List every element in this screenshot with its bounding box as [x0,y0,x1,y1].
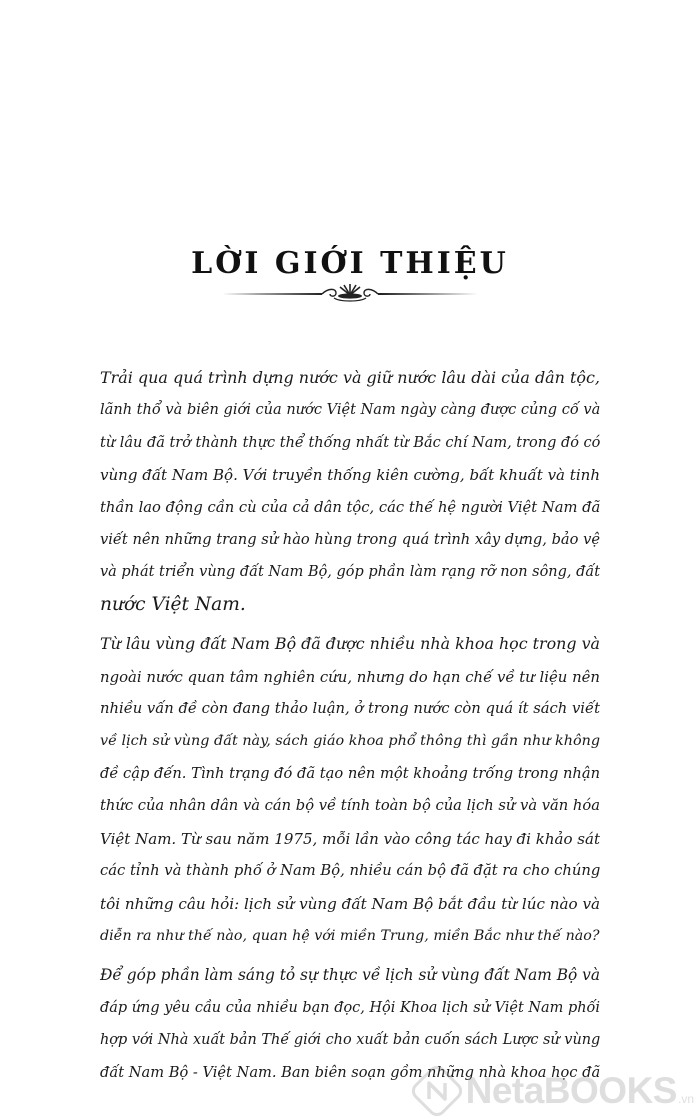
page-title: LỜI GIỚI THIỆU [191,246,509,281]
text-line: diễn ra như thế nào, quan hệ với miền Trung, miền Bắc như thế nào? [100,927,600,944]
text-line: ngoài nước quan tâm nghiên cứu, nhưng do hạn chế về tư liệu nên [100,667,601,686]
text-line: đề cập đến. Tình trạng đó đã tạo nên một khoảng trống trong nhận [100,764,600,782]
text-line: nước Việt Nam. [100,593,246,615]
text-line: viết nên những trang sử hào hùng trong quá trình xây dựng, bảo vệ [100,531,600,549]
watermark-suffix: .vn [677,1092,694,1106]
text-line: các tỉnh và thành phố ở Nam Bộ, nhiều cán bộ đã đặt ra cho chúng [100,862,601,880]
text-line: và phát triển vùng đất Nam Bộ, góp phần làm rạng rỡ non sông, đất [100,564,600,581]
paragraph-2 [100,628,600,952]
text-line: vùng đất Nam Bộ. Với truyền thống kiên cường, bất khuất và tinh [100,466,600,485]
text-line: Trải qua quá trình dựng nước và giữ nước lâu dài của dân tộc, [100,368,600,387]
watermark [412,1066,694,1116]
watermark-brand: NetaBOOKS [465,1070,677,1111]
text-line: đất Nam Bộ - Việt Nam. Ban biên soạn gồm những nhà khoa học đã [100,1063,601,1081]
text-line: lãnh thổ và biên giới của nước Việt Nam ngày càng được củng cố và [100,401,601,419]
text-line: Để góp phần làm sáng tỏ sự thực về lịch sử vùng đất Nam Bộ và [100,966,600,985]
body-text [100,362,600,1089]
text-line: hợp với Nhà xuất bản Thế giới cho xuất bản cuốn sách Lược sử vùng [100,1032,601,1049]
text-line: nhiều vấn đề còn đang thảo luận, ở trong nước còn quá ít sách viết [100,700,600,718]
text-line: thần lao động cần cù của cả dân tộc, các thế hệ người Việt Nam đã [100,498,601,516]
netabooks-logo-icon [412,1066,462,1116]
paragraph-1 [100,362,600,621]
text-line: từ lâu đã trở thành thực thể thống nhất từ Bắc chí Nam, trong đó có [100,434,601,451]
text-line: Từ lâu vùng đất Nam Bộ đã được nhiều nhà khoa học trong và [100,634,600,654]
text-line: đáp ứng yêu cầu của nhiều bạn đọc, Hội Khoa lịch sử Việt Nam phối [100,999,600,1016]
text-line: về lịch sử vùng đất này, sách giáo khoa phổ thông thì gần như không [100,733,600,750]
text-line: tôi những câu hỏi: lịch sử vùng đất Nam Bộ bắt đầu từ lúc nào và [100,894,601,913]
title-ornament-icon [222,282,478,304]
text-line: Việt Nam. Từ sau năm 1975, mỗi lần vào công tác hay đi khảo sát [100,829,600,848]
text-line: thức của nhân dân và cán bộ về tính toàn bộ của lịch sử và văn hóa [100,797,600,815]
